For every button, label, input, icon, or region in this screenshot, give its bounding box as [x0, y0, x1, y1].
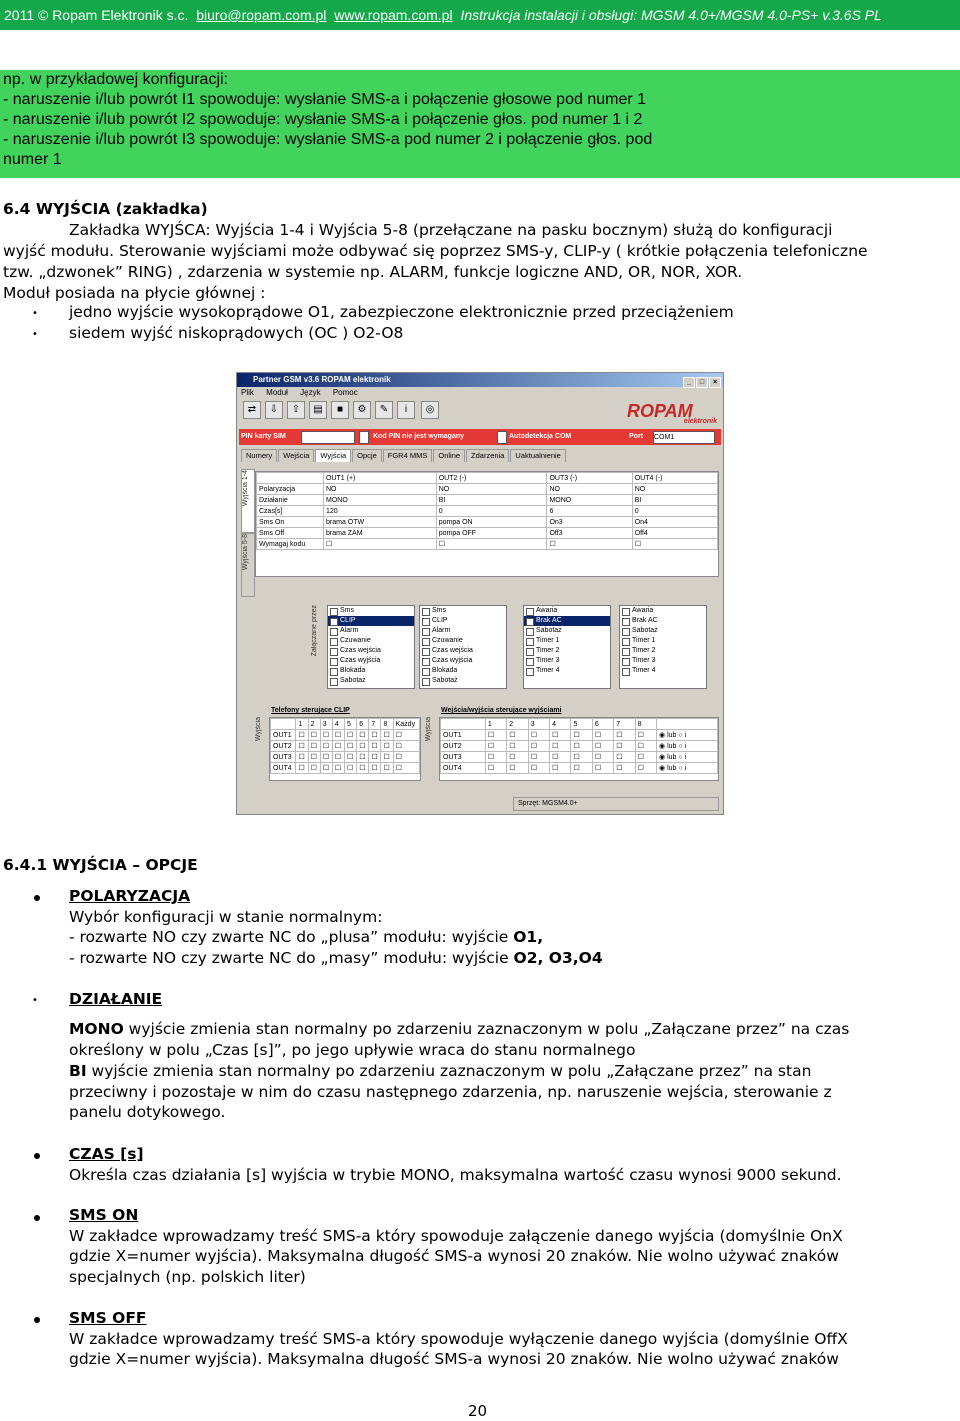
logo-text: ROPAM: [627, 401, 693, 421]
logic-checkbox[interactable]: ☐: [635, 730, 656, 741]
list-item[interactable]: Sabotaż: [524, 626, 610, 636]
signal-icon[interactable]: ◎: [421, 401, 439, 419]
logic-option[interactable]: ◉ lub ○ i: [657, 741, 718, 752]
list-item[interactable]: Timer 3: [524, 656, 610, 666]
logic-checkbox[interactable]: ☐: [485, 730, 506, 741]
tab-numery[interactable]: Numery: [241, 449, 277, 462]
logic-checkbox[interactable]: ☐: [507, 741, 528, 752]
option-text-part: - rozwarte NO czy zwarte NC do „masy” modułu: wyjście: [69, 949, 514, 967]
clip-title: Telefony sterujące CLIP: [271, 707, 350, 714]
outputs-label: [255, 717, 267, 777]
window-titlebar: [237, 373, 723, 387]
outputs-label-2: [425, 717, 437, 777]
section-heading: 6.4 WYJŚCIA (zakładka): [3, 200, 208, 218]
list-item[interactable]: Timer 4: [524, 666, 610, 676]
grid-cell[interactable]: 0: [632, 506, 717, 517]
document-title: Instrukcja instalacji i obsługi: MGSM 4.0+/MGSM 4.0-PS+ v.3.6S PL: [460, 7, 882, 23]
clip-checkbox[interactable]: ☐: [393, 730, 419, 741]
option-text: [69, 927, 543, 948]
logic-option-and: i: [684, 754, 687, 761]
logic-option-and: i: [684, 732, 687, 739]
clip-table: [269, 717, 421, 781]
clip-row-label: OUT2: [271, 741, 296, 752]
clip-checkbox[interactable]: ☐: [369, 741, 381, 752]
output-config-grid: [255, 471, 719, 577]
clip-col: 7: [369, 719, 381, 730]
clip-row-label: OUT3: [271, 752, 296, 763]
logic-option-or: lub: [667, 754, 677, 761]
logic-row-label: OUT4: [441, 763, 486, 774]
clip-checkbox[interactable]: ☐: [369, 752, 381, 763]
clip-checkbox[interactable]: ☐: [381, 763, 393, 774]
option-text: Określa czas działania [s] wyjścia w trybie MONO, maksymalna wartość czasu wynosi 9000 sekund.: [69, 1166, 842, 1184]
logic-checkbox[interactable]: ☐: [614, 730, 635, 741]
clip-checkbox[interactable]: ☐: [308, 730, 320, 741]
logic-checkbox[interactable]: ☐: [571, 741, 592, 752]
read-icon[interactable]: ⇩: [265, 401, 283, 419]
logic-checkbox[interactable]: ☐: [571, 752, 592, 763]
clip-col: 1: [296, 719, 308, 730]
grid-cell[interactable]: Off4: [632, 528, 717, 539]
grid-header: [257, 473, 324, 484]
logic-checkbox[interactable]: ☐: [571, 730, 592, 741]
red-toolbar: [239, 429, 721, 445]
copyright: 2011 © Ropam Elektronik s.c.: [4, 7, 189, 23]
list-item[interactable]: Timer 2: [620, 646, 706, 656]
logic-option-or: lub: [667, 743, 677, 750]
option-text-bold: O2, O3,O4: [513, 949, 603, 967]
clip-checkbox[interactable]: ☐: [332, 730, 344, 741]
status-text: Sprzęt: MGSM4.0+: [518, 800, 578, 807]
app-window-screenshot: [236, 372, 724, 815]
clip-checkbox[interactable]: ☐: [381, 730, 393, 741]
grid-cell[interactable]: NO: [632, 484, 717, 495]
list-item[interactable]: Brak AC: [524, 616, 610, 626]
option-text: określony w polu „Czas [s]”, po jego upływie wraca do stanu normalnego: [69, 1041, 636, 1059]
list-item[interactable]: Sabotaż: [328, 676, 414, 686]
logic-row-label: OUT2: [441, 741, 486, 752]
port-select[interactable]: COM1: [653, 431, 715, 444]
logic-checkbox[interactable]: ☐: [592, 763, 613, 774]
list-item[interactable]: Awaria: [620, 606, 706, 616]
list-item[interactable]: Timer 2: [524, 646, 610, 656]
grid-cell[interactable]: brama ZAM: [324, 528, 437, 539]
logic-option[interactable]: ◉ lub ○ i: [657, 752, 718, 763]
pin-label: PIN karty SIM: [241, 431, 299, 442]
grid-cell[interactable]: NO: [324, 484, 437, 495]
grid-row-label: Działanie: [257, 495, 324, 506]
clip-checkbox[interactable]: ☐: [320, 763, 332, 774]
bullet-icon: •: [32, 329, 38, 340]
option-text: specjalnych (np. polskich liter): [69, 1268, 306, 1286]
list-item[interactable]: CLIP: [420, 616, 506, 626]
logic-col: 8: [635, 719, 656, 730]
logic-checkbox[interactable]: ☐: [507, 730, 528, 741]
menu-item[interactable]: Plik: [241, 388, 254, 397]
clip-checkbox[interactable]: ☐: [345, 730, 357, 741]
grid-cell[interactable]: 6: [547, 506, 632, 517]
logic-checkbox[interactable]: ☐: [528, 730, 549, 741]
logic-checkbox[interactable]: ☐: [550, 752, 571, 763]
grid-cell[interactable]: ☐: [547, 539, 632, 550]
example-box: [0, 70, 960, 178]
clip-checkbox[interactable]: ☐: [393, 752, 419, 763]
bullet-icon: •: [32, 308, 38, 319]
maximize-icon[interactable]: □: [696, 377, 708, 388]
trigger-list-left[interactable]: [327, 605, 415, 689]
option-text-part: - rozwarte NO czy zwarte NC do „plusa” modułu: wyjście: [69, 928, 514, 946]
tab-wyjscia[interactable]: Wyjścia: [315, 449, 351, 462]
logic-checkbox[interactable]: ☐: [635, 752, 656, 763]
logic-checkbox[interactable]: ☐: [550, 763, 571, 774]
list-item[interactable]: Sabotaż: [420, 676, 506, 686]
grid-cell[interactable]: MONO: [324, 495, 437, 506]
logic-checkbox[interactable]: ☐: [592, 752, 613, 763]
clip-col: 6: [357, 719, 369, 730]
logic-col: 6: [592, 719, 613, 730]
list-item[interactable]: Timer 3: [620, 656, 706, 666]
clip-checkbox[interactable]: ☐: [369, 730, 381, 741]
option-text-bold: O1,: [513, 928, 544, 946]
grid-cell[interactable]: On4: [632, 517, 717, 528]
grid-cell[interactable]: ☐: [632, 539, 717, 550]
clip-checkbox[interactable]: ☐: [320, 730, 332, 741]
mono-label: MONO: [69, 1020, 124, 1038]
example-line: np. w przykładowej konfiguracji:: [3, 71, 228, 88]
logic-checkbox[interactable]: ☐: [485, 741, 506, 752]
list-item[interactable]: Sms: [328, 606, 414, 616]
autodetect-label: Autodetekcja COM: [509, 431, 609, 442]
logic-checkbox[interactable]: ☐: [614, 763, 635, 774]
list-item[interactable]: Timer 4: [620, 666, 706, 676]
option-text: Wybór konfiguracji w stanie normalnym:: [69, 908, 383, 926]
logic-col: 4: [550, 719, 571, 730]
clip-checkbox[interactable]: ☐: [345, 752, 357, 763]
logic-row-label: OUT1: [441, 730, 486, 741]
section-paragraph: Moduł posiada na płycie głównej :: [3, 284, 266, 302]
clip-checkbox[interactable]: ☐: [357, 741, 369, 752]
port-label: Port: [629, 431, 653, 442]
list-item[interactable]: Awaria: [524, 606, 610, 616]
list-item[interactable]: Czuwanie: [328, 636, 414, 646]
pin-error: Kod PIN nie jest wymagany: [373, 431, 497, 442]
grid-row-label: Czas[s]: [257, 506, 324, 517]
bullet-icon: [34, 1153, 40, 1159]
logic-col: 7: [614, 719, 635, 730]
clip-checkbox[interactable]: ☐: [296, 741, 308, 752]
option-title-polarity: POLARYZACJA: [69, 887, 191, 905]
clip-checkbox[interactable]: ☐: [320, 741, 332, 752]
tab-opcje[interactable]: Opcje: [352, 449, 382, 462]
menu-item[interactable]: Moduł: [266, 388, 288, 397]
grid-cell[interactable]: pompa ON: [436, 517, 547, 528]
logic-checkbox[interactable]: ☐: [550, 741, 571, 752]
grid-cell[interactable]: 0: [436, 506, 547, 517]
logic-option[interactable]: ◉ lub ○ i: [657, 730, 718, 741]
grid-row-label: Sms Off: [257, 528, 324, 539]
example-line: - naruszenie i/lub powrót I3 spowoduje: wysłanie SMS-a pod numer 2 i połączenie głos. pod: [3, 131, 653, 148]
logo-subtext: elektronik: [683, 418, 717, 425]
grid-cell[interactable]: Off3: [547, 528, 632, 539]
list-item[interactable]: CLIP: [328, 616, 414, 626]
clip-col: 4: [332, 719, 344, 730]
clip-checkbox[interactable]: ☐: [357, 763, 369, 774]
grid-cell[interactable]: 120: [324, 506, 437, 517]
clip-checkbox[interactable]: ☐: [308, 741, 320, 752]
outputs-text: Wyjścia: [425, 717, 432, 742]
logic-checkbox[interactable]: ☐: [485, 763, 506, 774]
close-icon[interactable]: ×: [709, 377, 721, 388]
trigger-list-right[interactable]: [619, 605, 707, 689]
clip-col: Każdy: [393, 719, 419, 730]
save-icon[interactable]: ■: [331, 401, 349, 419]
enabled-by-label: [311, 605, 323, 685]
tab-bar: [241, 449, 567, 463]
logic-checkbox[interactable]: ☐: [614, 752, 635, 763]
page-number: 20: [468, 1402, 488, 1420]
autodetect-checkbox[interactable]: [497, 431, 507, 444]
clip-checkbox[interactable]: ☐: [308, 752, 320, 763]
grid-header: OUT2 (-): [436, 473, 547, 484]
logic-col: 5: [571, 719, 592, 730]
list-item[interactable]: Alarm: [328, 626, 414, 636]
list-item[interactable]: Timer 1: [620, 636, 706, 646]
example-line: numer 1: [3, 151, 62, 168]
list-item[interactable]: Czas wyjścia: [328, 656, 414, 666]
clip-col: 2: [308, 719, 320, 730]
clip-checkbox[interactable]: ☐: [296, 730, 308, 741]
clip-checkbox[interactable]: ☐: [381, 752, 393, 763]
menu-bar: [241, 388, 368, 397]
bullet-icon: [34, 1317, 40, 1323]
option-text-part: wyjście zmienia stan normalny po zdarzeniu zaznaczonym w polu „Załączane przez” na czas: [123, 1020, 850, 1038]
logic-title: Wejścia/wyjścia sterujące wyjściami: [441, 707, 562, 714]
list-item[interactable]: Sabotaż: [620, 626, 706, 636]
clip-checkbox[interactable]: ☐: [357, 752, 369, 763]
side-tab-outputs-5-8[interactable]: [241, 533, 255, 597]
list-item[interactable]: Alarm: [420, 626, 506, 636]
grid-cell[interactable]: NO: [547, 484, 632, 495]
logic-checkbox[interactable]: ☐: [571, 763, 592, 774]
clip-checkbox[interactable]: ☐: [296, 752, 308, 763]
options-heading: 6.4.1 WYJŚCIA – OPCJE: [3, 856, 198, 874]
bullet-icon: •: [32, 995, 38, 1006]
clip-checkbox[interactable]: ☐: [308, 763, 320, 774]
write-icon[interactable]: ⇧: [287, 401, 305, 419]
list-item[interactable]: Czas wejścia: [328, 646, 414, 656]
clip-col: 3: [320, 719, 332, 730]
grid-cell[interactable]: On3: [547, 517, 632, 528]
logic-option-or: lub: [667, 732, 677, 739]
bullet-icon: [34, 895, 40, 901]
menu-item[interactable]: Język: [300, 388, 321, 397]
outputs-text: Wyjścia: [255, 717, 262, 742]
option-text: przeciwny i pozostaje w nim do czasu następnego zdarzenia, np. naruszenie wejścia, sterowanie z: [69, 1083, 832, 1101]
side-tab-label: Wyjścia 1-4: [242, 470, 249, 507]
clip-checkbox[interactable]: ☐: [345, 741, 357, 752]
clip-checkbox[interactable]: ☐: [369, 763, 381, 774]
logic-table: [439, 717, 719, 781]
option-text: W zakładce wprowadzamy treść SMS-a który spowoduje załączenie danego wyjścia (domyślnie OnX: [69, 1227, 843, 1245]
option-text: W zakładce wprowadzamy treść SMS-a który spowoduje wyłączenie danego wyjścia (domyślnie OffX: [69, 1330, 848, 1348]
tab-wejscia[interactable]: Wejścia: [278, 449, 314, 462]
menu-item[interactable]: Pomoc: [332, 388, 358, 397]
section-paragraph: Zakładka WYJŚCA: Wyjścia 1-4 i Wyjścia 5-8 (przełączane na pasku bocznym) służą do konfiguracji: [69, 221, 833, 239]
clip-corner: [271, 719, 296, 730]
grid-cell[interactable]: BI: [632, 495, 717, 506]
clip-checkbox[interactable]: ☐: [345, 763, 357, 774]
window-title: Partner GSM v3.6 ROPAM elektronik: [253, 375, 391, 384]
logic-col: 1: [485, 719, 506, 730]
trigger-list-out2[interactable]: [419, 605, 507, 689]
logic-checkbox[interactable]: ☐: [635, 763, 656, 774]
ropam-logo: [627, 401, 717, 427]
clip-checkbox[interactable]: ☐: [332, 763, 344, 774]
logic-checkbox[interactable]: ☐: [528, 752, 549, 763]
option-title-action: DZIAŁANIE: [69, 990, 163, 1008]
logic-checkbox[interactable]: ☐: [528, 763, 549, 774]
option-text: gdzie X=numer wyjścia). Maksymalna długość SMS-a wynosi 20 znaków. Nie wolno używać znaków: [69, 1247, 839, 1265]
example-line: - naruszenie i/lub powrót I2 spowoduje: wysłanie SMS-a i połączenie głos. pod numer 1 i 2: [3, 111, 643, 128]
status-bar: [513, 797, 719, 811]
list-item[interactable]: Timer 1: [524, 636, 610, 646]
window-buttons: [682, 375, 721, 389]
grid-cell[interactable]: ☐: [324, 539, 437, 550]
logic-option[interactable]: ◉ lub ○ i: [657, 763, 718, 774]
option-title-time: CZAS [s]: [69, 1145, 144, 1163]
option-text-part: wyjście zmienia stan normalny po zdarzeniu zaznaczonym w polu „Załączane przez” na stan: [86, 1062, 812, 1080]
option-title-sms-off: SMS OFF: [69, 1309, 147, 1327]
clip-checkbox[interactable]: ☐: [393, 741, 419, 752]
logic-option-or: lub: [667, 765, 677, 772]
logic-checkbox[interactable]: ☐: [614, 741, 635, 752]
info-icon[interactable]: i: [397, 401, 415, 419]
settings-icon[interactable]: ⚙: [353, 401, 371, 419]
logic-checkbox[interactable]: ☐: [507, 752, 528, 763]
clip-row-label: OUT4: [271, 763, 296, 774]
logic-option-and: i: [684, 743, 687, 750]
grid-header: OUT4 (-): [632, 473, 717, 484]
logic-option-and: i: [684, 765, 687, 772]
logic-checkbox[interactable]: ☐: [592, 741, 613, 752]
clip-checkbox[interactable]: ☐: [332, 741, 344, 752]
minimize-icon[interactable]: _: [683, 377, 695, 388]
open-file-icon[interactable]: ▤: [309, 401, 327, 419]
email-link[interactable]: biuro@ropam.com.pl: [196, 7, 327, 23]
clip-col: 8: [381, 719, 393, 730]
logic-checkbox[interactable]: ☐: [592, 730, 613, 741]
option-text: [69, 1019, 849, 1040]
grid-row-label: Sms On: [257, 517, 324, 528]
example-line: - naruszenie i/lub powrót I1 spowoduje: wysłanie SMS-a i połączenie głosowe pod numer 1: [3, 91, 647, 108]
option-text: gdzie X=numer wyjścia). Maksymalna długość SMS-a wynosi 20 znaków. Nie wolno używać znaków: [69, 1350, 839, 1368]
logic-checkbox[interactable]: ☐: [635, 741, 656, 752]
grid-cell[interactable]: MONO: [547, 495, 632, 506]
logic-corner: [657, 719, 718, 730]
grid-header: OUT3 (-): [547, 473, 632, 484]
grid-cell[interactable]: brama OTW: [324, 517, 437, 528]
option-text: panelu dotykowego.: [69, 1103, 226, 1121]
grid-row-label: Polaryzacja: [257, 484, 324, 495]
logic-checkbox[interactable]: ☐: [550, 730, 571, 741]
logic-col: 2: [507, 719, 528, 730]
option-text: [69, 1061, 811, 1082]
logic-col: 3: [528, 719, 549, 730]
clip-col: 5: [345, 719, 357, 730]
logic-checkbox[interactable]: ☐: [507, 763, 528, 774]
list-item[interactable]: Blokada: [420, 666, 506, 676]
logic-corner: [441, 719, 486, 730]
list-item[interactable]: Czas wejścia: [420, 646, 506, 656]
clip-checkbox[interactable]: ☐: [393, 763, 419, 774]
bullet-item: jedno wyjście wysokoprądowe O1, zabezpieczone elektronicznie przed przeciążeniem: [69, 303, 734, 321]
grid-cell[interactable]: NO: [436, 484, 547, 495]
option-title-sms-on: SMS ON: [69, 1206, 139, 1224]
bullet-item: siedem wyjść niskoprądowych (OC ) O2-O8: [69, 324, 404, 342]
tab-fgr4-mms[interactable]: FGR4 MMS: [383, 449, 433, 462]
tab-zdarzenia[interactable]: Zdarzenia: [466, 449, 509, 462]
bi-label: BI: [69, 1062, 87, 1080]
list-item[interactable]: Brak AC: [620, 616, 706, 626]
list-item[interactable]: Blokada: [328, 666, 414, 676]
page-header: [0, 0, 960, 30]
wrench-icon[interactable]: ✎: [375, 401, 393, 419]
grid-cell[interactable]: BI: [436, 495, 547, 506]
trigger-list-out3[interactable]: [523, 605, 611, 689]
option-text: [69, 948, 603, 969]
logic-checkbox[interactable]: ☐: [528, 741, 549, 752]
list-item[interactable]: Czas wyjścia: [420, 656, 506, 666]
bullet-icon: [34, 1215, 40, 1221]
grid-header: OUT1 (+): [324, 473, 437, 484]
enabled-by-text: Załączane przez: [311, 605, 318, 657]
grid-row-label: Wymagaj kodu: [257, 539, 324, 550]
list-item[interactable]: Sms: [420, 606, 506, 616]
section-paragraph: wyjść modułu. Sterowanie wyjściami może odbywać się poprzez SMS-y, CLIP-y ( krótkie połączenia telefoniczne: [3, 242, 868, 260]
clip-checkbox[interactable]: ☐: [381, 741, 393, 752]
tab-online[interactable]: Online: [433, 449, 465, 462]
section-paragraph: tzw. „dzwonek” RING) , zdarzenia w systemie np. ALARM, funkcje logiczne AND, OR, NOR, XOR.: [3, 263, 743, 281]
grid-cell[interactable]: ☐: [436, 539, 547, 550]
clip-checkbox[interactable]: ☐: [320, 752, 332, 763]
clip-checkbox[interactable]: ☐: [332, 752, 344, 763]
side-tab-outputs-1-4[interactable]: [241, 469, 255, 533]
tab-uaktualnienie[interactable]: Uaktualnienie: [510, 449, 565, 462]
clip-checkbox[interactable]: ☐: [296, 763, 308, 774]
connect-icon[interactable]: ⇄: [243, 401, 261, 419]
clip-row-label: OUT1: [271, 730, 296, 741]
logic-row-label: OUT3: [441, 752, 486, 763]
clip-checkbox[interactable]: ☐: [357, 730, 369, 741]
logic-checkbox[interactable]: ☐: [485, 752, 506, 763]
pin-input[interactable]: [301, 431, 355, 444]
grid-cell[interactable]: pompa OFF: [436, 528, 547, 539]
website-link[interactable]: www.ropam.com.pl: [334, 7, 453, 23]
pin-checkbox[interactable]: [359, 431, 369, 444]
side-tab-label: Wyjścia 5-8: [242, 534, 249, 571]
list-item[interactable]: Czuwanie: [420, 636, 506, 646]
